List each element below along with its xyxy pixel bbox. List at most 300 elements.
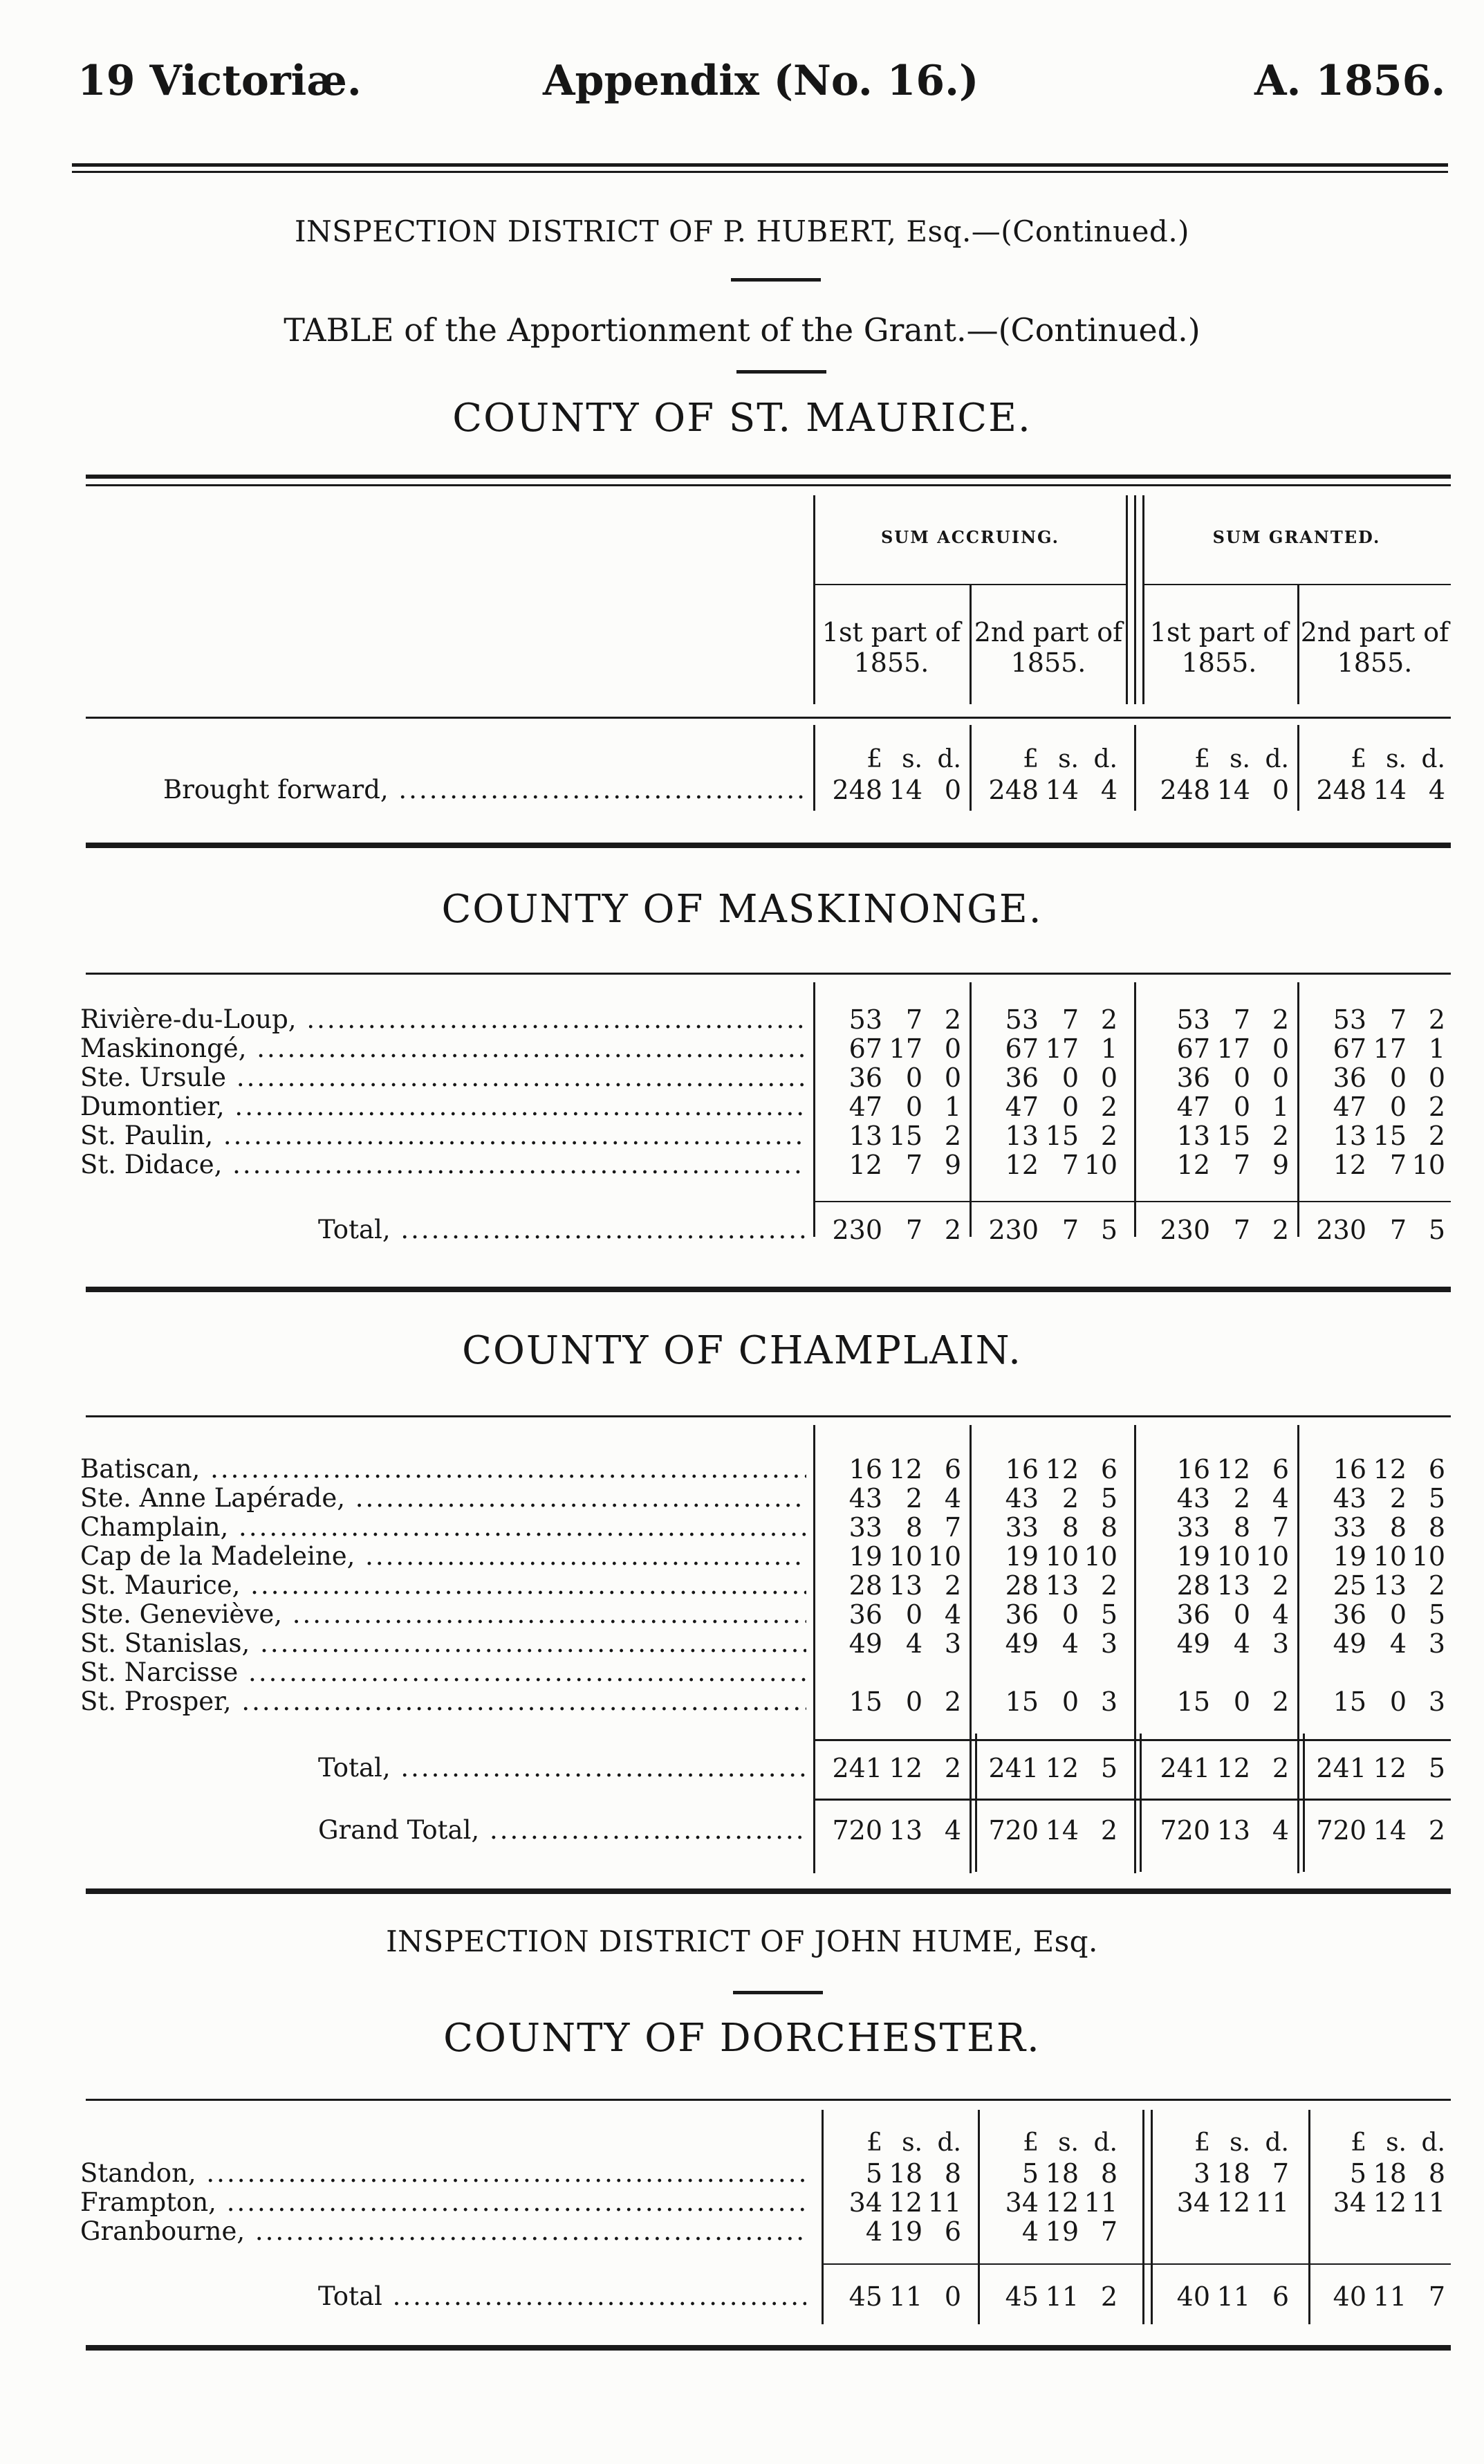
- shillings-value: 17: [889, 1033, 922, 1064]
- shillings-value: 7: [1233, 1004, 1250, 1035]
- currency-pence: d.: [1265, 2129, 1289, 2157]
- table-rule: [1142, 584, 1451, 585]
- amount-cell: [975, 2187, 1120, 2218]
- row-label: Ste. Geneviève, .....: [80, 1599, 806, 1630]
- shillings-value: 11: [1045, 2281, 1079, 2312]
- table-rule: [86, 1888, 1451, 1894]
- table-rule: [1140, 1734, 1142, 1872]
- amount-cell: [1147, 1570, 1292, 1601]
- pounds-value: 28: [1005, 1570, 1039, 1601]
- pence-value: 5: [1100, 1599, 1117, 1630]
- pence-value: 3: [944, 1628, 961, 1659]
- pence-value: 0: [944, 775, 961, 805]
- currency-pounds: £: [1351, 745, 1366, 773]
- pence-value: 10: [927, 1541, 961, 1572]
- shillings-value: 19: [889, 2216, 922, 2247]
- pounds-value: 19: [848, 1541, 882, 1572]
- pence-value: 1: [1428, 1033, 1445, 1064]
- shillings-value: 7: [1061, 1004, 1079, 1035]
- amount-cell: [1303, 1753, 1448, 1783]
- pounds-value: 34: [1005, 2187, 1039, 2218]
- row-label: Standon, .....: [80, 2158, 806, 2189]
- pence-value: 2: [1272, 1686, 1289, 1717]
- pence-value: 11: [927, 2187, 961, 2218]
- shillings-value: 17: [1045, 1033, 1079, 1064]
- pence-value: 11: [1255, 2187, 1289, 2218]
- amount-cell: [1303, 1033, 1448, 1064]
- amount-cell: [1303, 1541, 1448, 1572]
- row-label: Ste. Ursule .....: [80, 1063, 806, 1093]
- row-label: Brought forward, .....: [163, 775, 806, 805]
- shillings-value: 15: [1216, 1121, 1250, 1151]
- pence-value: 8: [944, 2158, 961, 2189]
- pounds-value: 67: [848, 1033, 882, 1064]
- shillings-value: 0: [905, 1092, 922, 1122]
- pounds-value: 25: [1333, 1570, 1366, 1601]
- pence-value: 7: [944, 1512, 961, 1543]
- pence-value: 6: [1272, 1454, 1289, 1484]
- column-header-line: 1st part of: [822, 617, 961, 647]
- amount-cell: [819, 1483, 964, 1514]
- pounds-value: 49: [1176, 1628, 1210, 1659]
- amount-cell: [819, 1657, 964, 1688]
- amount-cell: [1147, 1063, 1292, 1093]
- amount-cell: [819, 2187, 964, 2218]
- row-label: St. Stanislas, .....: [80, 1628, 806, 1659]
- amount-cell: [1303, 1092, 1448, 1122]
- pounds-value: 230: [988, 1215, 1039, 1245]
- row-label: Granbourne, .....: [80, 2216, 806, 2247]
- shillings-value: 15: [889, 1121, 922, 1151]
- county-title-champlain: COUNTY OF CHAMPLAIN.: [462, 1328, 1022, 1373]
- amount-cell: [819, 1628, 964, 1659]
- pounds-value: 67: [1005, 1033, 1039, 1064]
- shillings-value: 18: [1373, 2158, 1407, 2189]
- amount-cell: [975, 1570, 1120, 1601]
- shillings-value: 0: [1061, 1599, 1079, 1630]
- pounds-value: 49: [1333, 1628, 1366, 1659]
- amount-cell: [975, 1454, 1120, 1484]
- currency-shillings: s.: [902, 2129, 922, 2157]
- pounds-value: 5: [1349, 2158, 1366, 2189]
- pence-value: 4: [944, 1815, 961, 1846]
- pounds-value: 19: [1176, 1541, 1210, 1572]
- pounds-value: 45: [1005, 2281, 1039, 2312]
- shillings-value: 12: [889, 2187, 922, 2218]
- pence-value: 2: [1428, 1004, 1445, 1035]
- pence-value: 2: [1100, 1121, 1117, 1151]
- row-label: St. Maurice, .....: [80, 1570, 806, 1601]
- shillings-value: 2: [1233, 1483, 1250, 1514]
- amount-cell: [819, 1150, 964, 1180]
- pence-value: 5: [1428, 1753, 1445, 1783]
- amount-cell: [819, 775, 964, 805]
- pence-value: 11: [1084, 2187, 1117, 2218]
- pence-value: 4: [1272, 1483, 1289, 1514]
- amount-cell: [1303, 2158, 1448, 2189]
- pence-value: 5: [1428, 1215, 1445, 1245]
- column-group-sum-accruing: SUM ACCRUING.: [880, 527, 1060, 547]
- shillings-value: 4: [905, 1628, 922, 1659]
- column-header-line: 2nd part of: [1300, 617, 1449, 647]
- shillings-value: 0: [1233, 1686, 1250, 1717]
- amount-cell: [1303, 1454, 1448, 1484]
- pounds-value: 15: [1005, 1686, 1039, 1717]
- pence-value: 3: [1100, 1628, 1117, 1659]
- pounds-value: 5: [1021, 2158, 1039, 2189]
- shillings-value: 4: [1233, 1628, 1250, 1659]
- shillings-value: 15: [1373, 1121, 1407, 1151]
- amount-cell: [819, 1753, 964, 1783]
- pounds-value: 3: [1193, 2158, 1210, 2189]
- row-label: Cap de la Madeleine, .....: [80, 1541, 806, 1572]
- amount-cell: [819, 1215, 964, 1245]
- table-rule: [1126, 495, 1128, 704]
- column-header-accruing-second: [971, 617, 1126, 678]
- shillings-value: 14: [1373, 1815, 1407, 1846]
- row-label: Ste. Anne Lapérade, .....: [80, 1483, 806, 1514]
- amount-cell: [1147, 1092, 1292, 1122]
- pence-value: 2: [1272, 1215, 1289, 1245]
- amount-cell: [975, 1121, 1120, 1151]
- amount-cell: [1147, 1512, 1292, 1543]
- amount-cell: [975, 1150, 1120, 1180]
- row-label: St. Paulin, .....: [80, 1121, 806, 1151]
- pence-value: 7: [1100, 2216, 1117, 2247]
- amount-cell: [1303, 2281, 1448, 2312]
- amount-cell: [819, 1033, 964, 1064]
- pence-value: 2: [1428, 1815, 1445, 1846]
- pence-value: 0: [944, 1033, 961, 1064]
- currency-pence: d.: [937, 2129, 961, 2157]
- pounds-value: 53: [1176, 1004, 1210, 1035]
- shillings-value: 14: [1373, 775, 1407, 805]
- pence-value: 3: [1100, 1686, 1117, 1717]
- amount-cell: [1303, 1570, 1448, 1601]
- amount-cell: [975, 2216, 1120, 2247]
- pounds-value: 19: [1333, 1541, 1366, 1572]
- amount-cell: [975, 1483, 1120, 1514]
- pence-value: 5: [1428, 1599, 1445, 1630]
- pence-value: 1: [944, 1092, 961, 1122]
- currency-header: [1147, 2128, 1292, 2158]
- amount-cell: [1303, 1815, 1448, 1846]
- pounds-value: 40: [1333, 2281, 1366, 2312]
- pounds-value: 36: [1333, 1063, 1366, 1093]
- amount-cell: [1147, 1483, 1292, 1514]
- currency-pence: d.: [1421, 745, 1445, 773]
- currency-pounds: £: [1194, 2129, 1210, 2157]
- pounds-value: 241: [1316, 1753, 1366, 1783]
- pounds-value: 28: [848, 1570, 882, 1601]
- amount-cell: [1147, 1454, 1292, 1484]
- currency-pounds: £: [1194, 745, 1210, 773]
- pounds-value: 49: [848, 1628, 882, 1659]
- pence-value: 4: [944, 1599, 961, 1630]
- pence-value: 1: [1100, 1033, 1117, 1064]
- shillings-value: 4: [1061, 1628, 1079, 1659]
- column-header-year: 1855.: [853, 647, 929, 678]
- table-rule: [813, 982, 815, 1237]
- shillings-value: 12: [1045, 1454, 1079, 1484]
- table-rule: [86, 717, 1451, 719]
- pounds-value: 45: [848, 2281, 882, 2312]
- pence-value: 2: [1100, 1570, 1117, 1601]
- pounds-value: 720: [1316, 1815, 1366, 1846]
- row-label: St. Narcisse .....: [80, 1657, 806, 1688]
- pence-value: 8: [1100, 1512, 1117, 1543]
- currency-header: [819, 2128, 964, 2158]
- pence-value: 2: [944, 1753, 961, 1783]
- shillings-value: 8: [1233, 1512, 1250, 1543]
- pounds-value: 19: [1005, 1541, 1039, 1572]
- table-rule: [1297, 1425, 1299, 1873]
- pounds-value: 16: [1005, 1454, 1039, 1484]
- pence-value: 2: [1100, 1092, 1117, 1122]
- table-rule: [1297, 725, 1299, 811]
- shillings-value: 0: [1233, 1092, 1250, 1122]
- pounds-value: 47: [1005, 1092, 1039, 1122]
- pounds-value: 47: [1176, 1092, 1210, 1122]
- table-rule: [970, 1425, 972, 1873]
- amount-cell: [1147, 1121, 1292, 1151]
- shillings-value: 12: [1216, 2187, 1250, 2218]
- pence-value: 4: [1100, 775, 1117, 805]
- row-label: Dumontier, .....: [80, 1092, 806, 1122]
- amount-cell: [1303, 1628, 1448, 1659]
- row-label: Frampton, .....: [80, 2187, 806, 2218]
- amount-cell: [975, 1541, 1120, 1572]
- header-rule-bottom: [72, 171, 1448, 173]
- table-rule: [86, 475, 1451, 479]
- column-header-year: 1855.: [1010, 647, 1086, 678]
- pence-value: 2: [1428, 1092, 1445, 1122]
- table-rule: [813, 1425, 815, 1873]
- currency-pence: d.: [937, 745, 961, 773]
- pence-value: 2: [1100, 2281, 1117, 2312]
- pence-value: 6: [1100, 1454, 1117, 1484]
- shillings-value: 18: [889, 2158, 922, 2189]
- amount-cell: [1147, 775, 1292, 805]
- shillings-value: 7: [1061, 1215, 1079, 1245]
- shillings-value: 12: [1373, 2187, 1407, 2218]
- pounds-value: 248: [1160, 775, 1210, 805]
- currency-header: [975, 744, 1120, 775]
- currency-pounds: £: [866, 2129, 882, 2157]
- pounds-value: 15: [848, 1686, 882, 1717]
- amount-cell: [1303, 1657, 1448, 1688]
- amount-cell: [975, 1033, 1120, 1064]
- shillings-value: 7: [905, 1150, 922, 1180]
- shillings-value: 7: [1233, 1215, 1250, 1245]
- amount-cell: [975, 1686, 1120, 1717]
- pounds-value: 28: [1176, 1570, 1210, 1601]
- pounds-value: 33: [848, 1512, 882, 1543]
- currency-shillings: s.: [1058, 2129, 1079, 2157]
- shillings-value: 13: [1045, 1570, 1079, 1601]
- pounds-value: 12: [1333, 1150, 1366, 1180]
- shillings-value: 13: [1373, 1570, 1407, 1601]
- amount-cell: [975, 2158, 1120, 2189]
- pence-value: 8: [1100, 2158, 1117, 2189]
- pounds-value: 12: [1176, 1150, 1210, 1180]
- shillings-value: 12: [1373, 1454, 1407, 1484]
- shillings-value: 18: [1045, 2158, 1079, 2189]
- currency-header: [819, 744, 964, 775]
- currency-header: [1303, 744, 1448, 775]
- amount-cell: [1147, 1815, 1292, 1846]
- shillings-value: 7: [1233, 1150, 1250, 1180]
- currency-shillings: s.: [1230, 745, 1250, 773]
- amount-cell: [975, 1092, 1120, 1122]
- column-group-sum-granted: SUM GRANTED.: [1212, 527, 1381, 547]
- amount-cell: [1147, 1753, 1292, 1783]
- row-label: Rivière-du-Loup, .....: [80, 1004, 806, 1035]
- shillings-value: 2: [1061, 1483, 1079, 1514]
- pounds-value: 13: [848, 1121, 882, 1151]
- column-header-accruing-first: [815, 617, 968, 678]
- currency-pounds: £: [1023, 2129, 1039, 2157]
- pence-value: 6: [944, 2216, 961, 2247]
- pence-value: 0: [944, 1063, 961, 1093]
- currency-shillings: s.: [1230, 2129, 1250, 2157]
- pounds-value: 15: [1176, 1686, 1210, 1717]
- pence-value: 7: [1272, 1512, 1289, 1543]
- shillings-value: 12: [1373, 1753, 1407, 1783]
- pounds-value: 47: [848, 1092, 882, 1122]
- table-rule: [86, 2345, 1451, 2351]
- pence-value: 11: [1411, 2187, 1445, 2218]
- row-label: Total, .....: [318, 1753, 806, 1783]
- pence-value: 2: [1272, 1570, 1289, 1601]
- shillings-value: 4: [1389, 1628, 1407, 1659]
- shillings-value: 10: [1373, 1541, 1407, 1572]
- amount-cell: [1147, 1657, 1292, 1688]
- pounds-value: 53: [848, 1004, 882, 1035]
- divider: [733, 1991, 823, 1994]
- row-label: Total, .....: [318, 1215, 806, 1245]
- shillings-value: 0: [1061, 1092, 1079, 1122]
- pounds-value: 12: [1005, 1150, 1039, 1180]
- table-rule: [86, 2099, 1451, 2101]
- pounds-value: 230: [1316, 1215, 1366, 1245]
- pence-value: 10: [1084, 1541, 1117, 1572]
- amount-cell: [1303, 1004, 1448, 1035]
- amount-cell: [819, 1512, 964, 1543]
- pounds-value: 47: [1333, 1092, 1366, 1122]
- shillings-value: 0: [1389, 1063, 1407, 1093]
- table-rule: [1134, 495, 1136, 704]
- currency-shillings: s.: [1386, 2129, 1407, 2157]
- pence-value: 0: [1272, 775, 1289, 805]
- currency-header: [1303, 2128, 1448, 2158]
- row-label: St. Didace, .....: [80, 1150, 806, 1180]
- shillings-value: 0: [905, 1599, 922, 1630]
- amount-cell: [1147, 1599, 1292, 1630]
- table-rule: [813, 725, 815, 811]
- pence-value: 4: [1272, 1599, 1289, 1630]
- amount-cell: [1147, 1215, 1292, 1245]
- amount-cell: [975, 775, 1120, 805]
- shillings-value: 8: [1389, 1512, 1407, 1543]
- pence-value: 6: [944, 1454, 961, 1484]
- shillings-value: 10: [1216, 1541, 1250, 1572]
- amount-cell: [819, 1815, 964, 1846]
- divider: [731, 278, 821, 282]
- amount-cell: [975, 1004, 1120, 1035]
- pence-value: 10: [1255, 1541, 1289, 1572]
- pounds-value: 248: [1316, 775, 1366, 805]
- amount-cell: [1303, 2216, 1448, 2247]
- shillings-value: 0: [1389, 1092, 1407, 1122]
- shillings-value: 15: [1045, 1121, 1079, 1151]
- shillings-value: 0: [905, 1686, 922, 1717]
- header-appendix: Appendix (No. 16.): [543, 57, 979, 105]
- shillings-value: 14: [1045, 1815, 1079, 1846]
- shillings-value: 12: [1045, 1753, 1079, 1783]
- pounds-value: 12: [848, 1150, 882, 1180]
- pounds-value: 230: [832, 1215, 882, 1245]
- shillings-value: 14: [1216, 775, 1250, 805]
- amount-cell: [975, 1753, 1120, 1783]
- table-rule: [823, 2263, 1451, 2265]
- pounds-value: 53: [1333, 1004, 1366, 1035]
- currency-pence: d.: [1265, 745, 1289, 773]
- table-rule: [86, 484, 1451, 486]
- pounds-value: 241: [832, 1753, 882, 1783]
- pence-value: 10: [1411, 1541, 1445, 1572]
- header-volume: 19 Victoriæ.: [77, 57, 362, 105]
- pounds-value: 15: [1333, 1686, 1366, 1717]
- pence-value: 6: [1428, 1454, 1445, 1484]
- pounds-value: 36: [848, 1599, 882, 1630]
- shillings-value: 7: [905, 1004, 922, 1035]
- shillings-value: 0: [1233, 1063, 1250, 1093]
- currency-header: [1147, 744, 1292, 775]
- pence-value: 0: [1428, 1063, 1445, 1093]
- amount-cell: [975, 1063, 1120, 1093]
- table-rule: [86, 1415, 1451, 1417]
- pounds-value: 720: [1160, 1815, 1210, 1846]
- shillings-value: 12: [1045, 2187, 1079, 2218]
- shillings-value: 0: [1061, 1063, 1079, 1093]
- amount-cell: [975, 1512, 1120, 1543]
- pounds-value: 13: [1333, 1121, 1366, 1151]
- column-header-year: 1855.: [1181, 647, 1257, 678]
- pence-value: 5: [1428, 1483, 1445, 1514]
- amount-cell: [1147, 1004, 1292, 1035]
- pence-value: 7: [1428, 2281, 1445, 2312]
- pence-value: 8: [1428, 2158, 1445, 2189]
- amount-cell: [975, 2281, 1120, 2312]
- pounds-value: 16: [1333, 1454, 1366, 1484]
- shillings-value: 11: [1216, 2281, 1250, 2312]
- pounds-value: 67: [1333, 1033, 1366, 1064]
- pence-value: 3: [1428, 1686, 1445, 1717]
- table-rule: [1142, 2110, 1144, 2324]
- shillings-value: 12: [1216, 1454, 1250, 1484]
- pounds-value: 241: [988, 1753, 1039, 1783]
- pounds-value: 13: [1176, 1121, 1210, 1151]
- amount-cell: [1147, 1686, 1292, 1717]
- shillings-value: 7: [1061, 1150, 1079, 1180]
- pounds-value: 49: [1005, 1628, 1039, 1659]
- shillings-value: 2: [1389, 1483, 1407, 1514]
- pence-value: 2: [944, 1004, 961, 1035]
- table-rule: [86, 843, 1451, 848]
- currency-shillings: s.: [1058, 745, 1079, 773]
- amount-cell: [819, 1686, 964, 1717]
